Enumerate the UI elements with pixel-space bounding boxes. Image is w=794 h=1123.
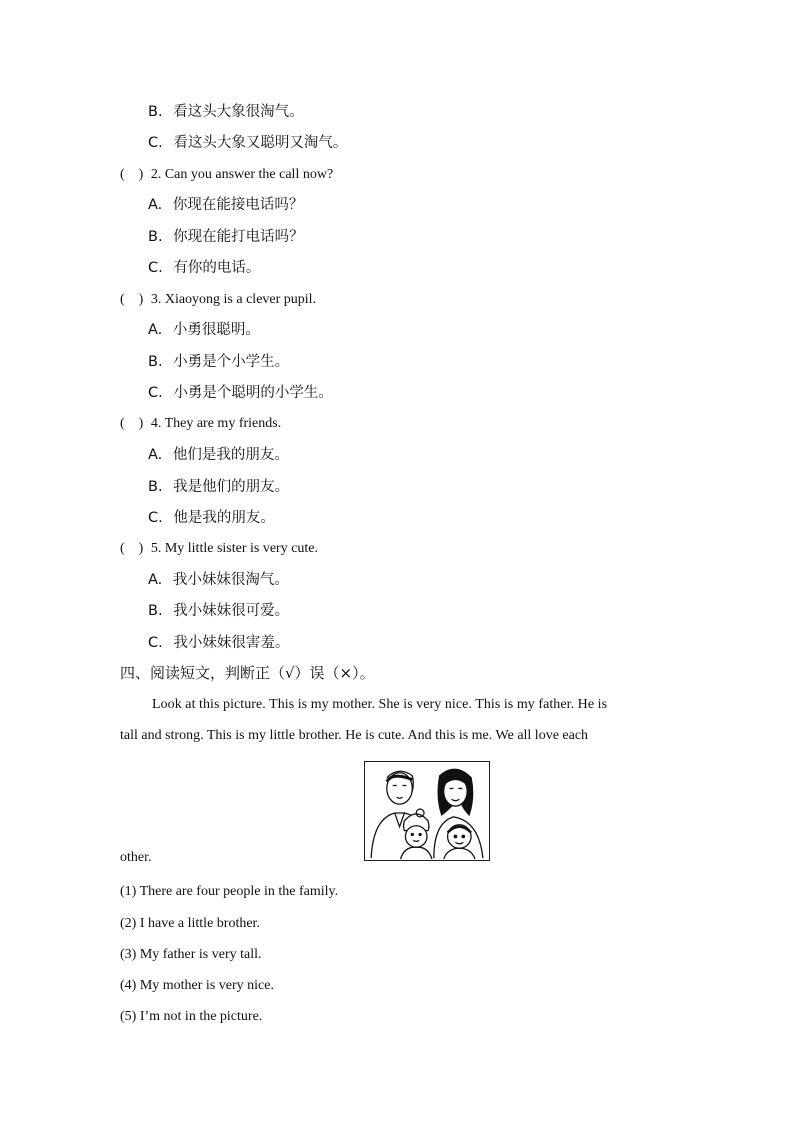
option-letter: C. [148,260,163,276]
answer-paren: ( ) [120,167,144,182]
option-text: 我是他们的朋友。 [173,479,290,495]
option-text: 小勇很聪明。 [172,322,260,338]
answer-paren: ( ) [120,292,144,307]
q5-option-b [148,602,289,620]
question-2-stem [120,166,333,184]
statement-2: (2) I have a little brother. [120,916,260,931]
option-text: 他是我的朋友。 [173,510,275,526]
section-4-heading: 四、阅读短文，判断正（√）误（×）。 [120,664,375,682]
statement-3: (3) My father is very tall. [120,947,262,962]
q4-option-b [148,478,289,496]
question-text: 5. My little sister is very cute. [150,541,319,556]
q1-option-b [148,103,304,121]
option-text: 我小妹妹很害羞。 [173,635,290,651]
option-letter: A. [148,572,163,588]
question-text: 2. Can you answer the call now? [150,167,334,182]
option-letter: B. [148,354,163,370]
option-text: 小勇是个聪明的小学生。 [173,385,333,401]
option-letter: A. [148,197,163,213]
question-5-stem [120,540,318,558]
q3-option-b [148,353,289,371]
answer-paren: ( ) [120,416,144,431]
option-letter: B. [148,603,163,619]
option-text: 看这头大象很淘气。 [173,104,304,120]
q3-option-c [148,384,333,402]
option-text: 你现在能接电话吗？ [172,197,304,213]
answer-paren: ( ) [120,541,144,556]
question-3-stem [120,291,316,309]
question-4-stem [120,415,281,433]
q3-option-a [148,321,260,339]
passage-line-2: tall and strong. This is my little brother. He is cute. And this is me. We all love each [120,728,589,743]
q4-option-a [148,446,289,464]
option-text: 看这头大象又聪明又淘气。 [173,135,348,151]
option-letter: B. [148,104,163,120]
option-text: 小勇是个小学生。 [173,354,290,370]
family-picture [364,761,490,861]
option-letter: C. [148,635,163,651]
option-text: 他们是我的朋友。 [172,447,289,463]
option-letter: C. [148,510,163,526]
q4-option-c [148,509,275,527]
statement-5: (5) I’m not in the picture. [120,1009,263,1024]
option-letter: A. [148,447,163,463]
passage-line-3: other. [120,850,152,865]
statement-4: (4) My mother is very nice. [120,978,274,993]
option-text: 你现在能打电话吗？ [173,229,304,245]
q2-option-b [148,228,304,246]
q5-option-a [148,571,289,589]
option-text: 我小妹妹很淘气。 [172,572,289,588]
q1-option-c [148,134,347,152]
option-text: 我小妹妹很可爱。 [173,603,290,619]
statement-1: (1) There are four people in the family. [120,884,339,899]
family-illustration [365,762,489,860]
q5-option-c [148,634,289,652]
question-text: 4. They are my friends. [150,416,282,431]
passage-line-1: Look at this picture. This is my mother. She is very nice. This is my father. He is [152,697,608,712]
option-letter: C. [148,385,163,401]
q2-option-a [148,196,303,214]
question-text: 3. Xiaoyong is a clever pupil. [150,292,317,307]
option-letter: B. [148,479,163,495]
option-text: 有你的电话。 [173,260,261,276]
option-letter: C. [148,135,163,151]
option-letter: B. [148,229,163,245]
q2-option-c [148,259,260,277]
option-letter: A. [148,322,163,338]
